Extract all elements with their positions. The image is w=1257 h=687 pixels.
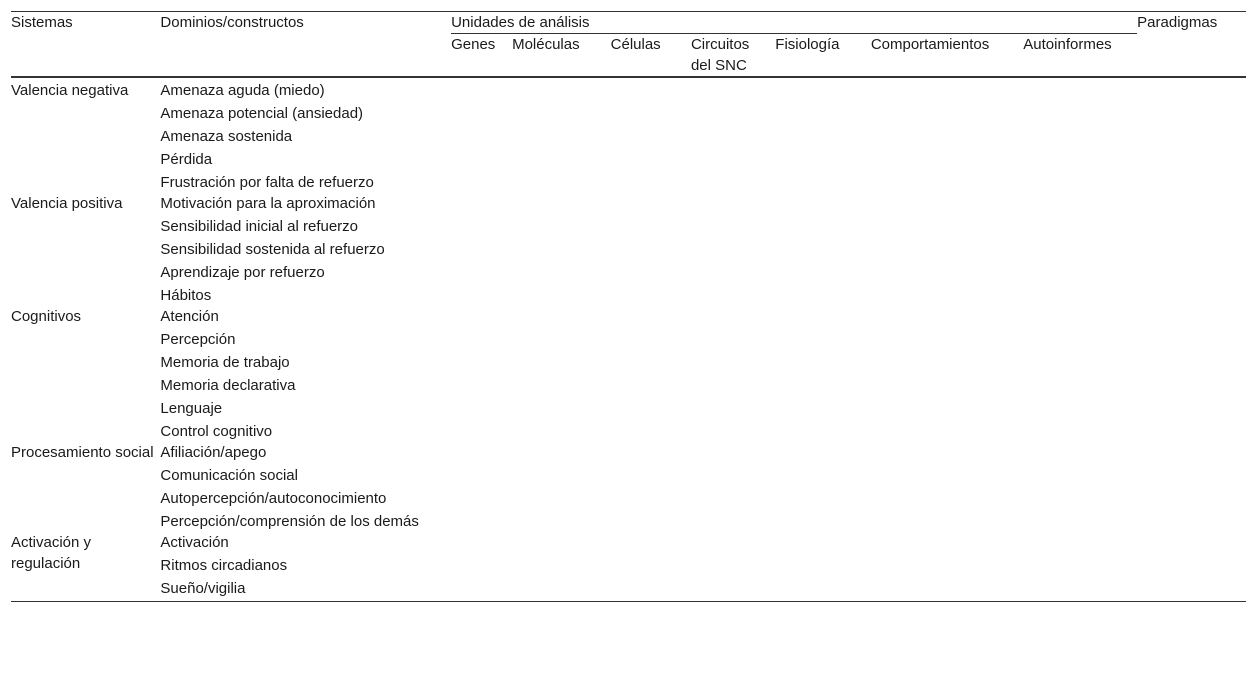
domain-item: Sensibilidad inicial al refuerzo (160, 218, 359, 235)
system-cell: Procesamiento social (11, 444, 154, 461)
domains-cell (160, 193, 451, 306)
table-row (11, 442, 1246, 532)
table-row (11, 77, 1246, 193)
domain-item: Comunicación social (160, 467, 298, 484)
empty-cells (451, 306, 1246, 442)
domain-item: Aprendizaje por refuerzo (160, 264, 325, 281)
empty-cells (451, 77, 1246, 193)
domain-item: Pérdida (160, 151, 213, 168)
domains-cell (160, 532, 451, 602)
header-unit-physiology: Fisiología (775, 34, 871, 78)
table-row (11, 193, 1246, 306)
header-units-group: Unidades de análisis (451, 12, 1137, 34)
header-domains: Dominios/constructos (160, 12, 451, 78)
header-row (11, 12, 1246, 34)
domain-item: Hábitos (160, 287, 212, 304)
domain-item: Motivación para la aproximación (160, 195, 376, 212)
system-cell: Valencia negativa (11, 82, 129, 99)
domains-cell (160, 442, 451, 532)
domain-item: Autopercepción/autoconocimiento (160, 490, 387, 507)
domains-cell (160, 77, 451, 193)
header-unit-behaviors: Comportamientos (871, 34, 1023, 78)
domain-item: Sueño/vigilia (160, 580, 246, 597)
header-unit-molecules: Moléculas (512, 34, 611, 78)
header-unit-genes: Genes (451, 34, 512, 78)
domain-item: Percepción/comprensión de los demás (160, 513, 419, 530)
system-cell: Valencia positiva (11, 195, 123, 212)
domain-item: Control cognitivo (160, 423, 273, 440)
system-cell: Activación y regulación (11, 534, 92, 572)
table-header (11, 12, 1246, 78)
domain-item: Amenaza potencial (ansiedad) (160, 105, 364, 122)
domains-cell (160, 306, 451, 442)
table-row (11, 532, 1246, 602)
rdoc-matrix-table (11, 11, 1246, 602)
domain-item: Atención (160, 308, 219, 325)
header-unit-cells: Células (611, 34, 691, 78)
domain-item: Memoria declarativa (160, 377, 296, 394)
domain-item: Memoria de trabajo (160, 354, 290, 371)
domain-item: Lenguaje (160, 400, 223, 417)
empty-cells (451, 532, 1246, 602)
empty-cells (451, 193, 1246, 306)
domain-item: Amenaza sostenida (160, 128, 293, 145)
domain-item: Sensibilidad sostenida al refuerzo (160, 241, 385, 258)
domain-item: Afiliación/apego (160, 444, 267, 461)
system-cell: Cognitivos (11, 308, 82, 325)
table-row (11, 306, 1246, 442)
header-paradigms: Paradigmas (1137, 12, 1246, 78)
header-systems: Sistemas (11, 12, 160, 78)
domain-item: Ritmos circadianos (160, 557, 288, 574)
domain-item: Activación (160, 534, 229, 551)
domain-item: Frustración por falta de refuerzo (160, 174, 374, 191)
domain-item: Percepción (160, 331, 236, 348)
domain-item: Amenaza aguda (miedo) (160, 82, 325, 99)
header-unit-circuits: Circuitos del SNC (691, 34, 775, 78)
header-unit-self-reports: Autoinformes (1023, 34, 1137, 78)
table-body (11, 77, 1246, 602)
empty-cells (451, 442, 1246, 532)
